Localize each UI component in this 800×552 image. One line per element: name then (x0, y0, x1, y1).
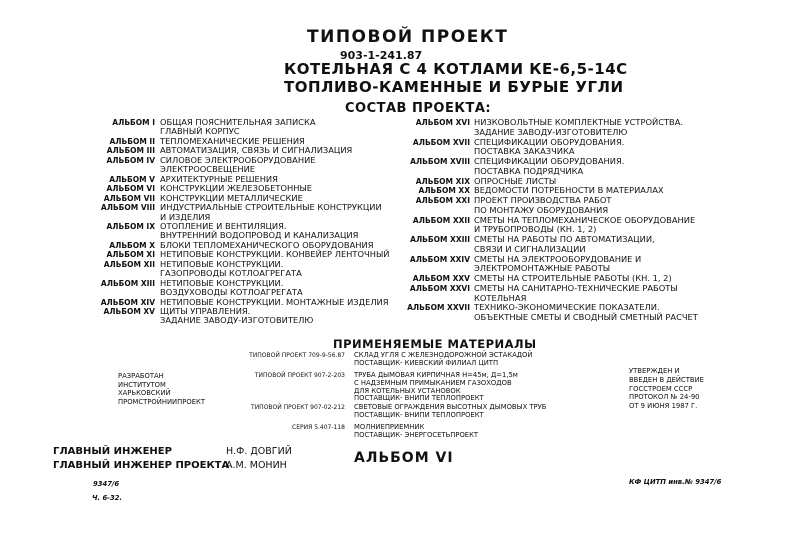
approval-line: УТВЕРЖДЕН И (629, 367, 680, 375)
fuel-title: ТОПЛИВО-КАМЕННЫЕ И БУРЫЕ УГЛИ (284, 78, 624, 96)
album-title: СМЕТЫ НА СТРОИТЕЛЬНЫЕ РАБОТЫ (КН. 1, 2) (474, 273, 672, 283)
signature-name: А.М. МОНИН (226, 460, 287, 471)
contents-heading: СОСТАВ ПРОЕКТА: (345, 101, 492, 116)
album-title: ГЛАВНЫЙ КОРПУС (160, 126, 240, 137)
material-line: СКЛАД УГЛЯ С ЖЕЛЕЗНОДОРОЖНОЙ ЭСТАКАДОЙ (354, 351, 533, 359)
doc-title: ТИПОВОЙ ПРОЕКТ (307, 27, 509, 47)
material-line: ПОСТАВЩИК- ЭНЕРГОСЕТЬПРОЕКТ (354, 430, 479, 439)
material-line: ПОСТАВЩИК- ВНИПИ ТЕПЛОПРОЕКТ (354, 394, 484, 403)
album-title: ВОЗДУХОВОДЫ КОТЛОАГРЕГАТА (160, 287, 303, 298)
material-line: С НАДЗЕМНЫМ ПРИМЫКАНИЕМ ГАЗОХОДОВ (354, 378, 512, 387)
sheet-count: Ч. 6-32. (92, 494, 123, 502)
material-line: ТРУБА ДЫМОВАЯ КИРПИЧНАЯ Н=45м, Д=1,5м (354, 371, 518, 379)
album-title: ИНДУСТРИАЛЬНЫЕ СТРОИТЕЛЬНЫЕ КОНСТРУКЦИИ (160, 202, 382, 213)
album-number: АЛЬБОМ VIII (100, 203, 155, 213)
album-title: СПЕЦИФИКАЦИИ ОБОРУДОВАНИЯ. (474, 136, 625, 147)
signature-name: Н.Ф. ДОВГИЙ (226, 446, 292, 457)
album-title: И ТРУБОПРОВОДЫ (КН. 1, 2) (474, 224, 597, 235)
developer-line: ХАРЬКОВСКИЙ (118, 389, 171, 398)
album-number: АЛЬБОМ XXII (412, 215, 470, 225)
album-number: АЛЬБОМ X (109, 240, 155, 250)
signature-role: ГЛАВНЫЙ ИНЖЕНЕР (53, 446, 172, 457)
album-title: ТЕПЛОМЕХАНИЧЕСКИЕ РЕШЕНИЯ (160, 135, 305, 146)
album-number: АЛЬБОМ XV (103, 307, 155, 316)
album-number: АЛЬБОМ IV (106, 155, 155, 165)
developer-line: ПРОМСТРОЙНИИПРОЕКТ (118, 397, 205, 406)
album-title: ЗАДАНИЕ ЗАВОДУ-ИЗГОТОВИТЕЛЮ (474, 126, 628, 137)
material-line: ПОСТАВЩИК- ВНИПИ ТЕПЛОПРОЕКТ (354, 410, 484, 419)
developer-line: ИНСТИТУТОМ (118, 380, 166, 389)
approval-line: ОТ 9 ИЮНЯ 1987 Г. (629, 402, 698, 411)
album-title: ОПРОСНЫЕ ЛИСТЫ (474, 175, 557, 186)
album-number: АЛЬБОМ XXV (412, 274, 470, 283)
developer-line: РАЗРАБОТАН (118, 372, 164, 380)
album-title: ПО МОНТАЖУ ОБОРУДОВАНИЯ (474, 204, 609, 215)
album-title: ПРОЕКТ ПРОИЗВОДСТВА РАБОТ (474, 195, 612, 205)
album-title: НЕТИПОВЫЕ КОНСТРУКЦИИ. МОНТАЖНЫЕ ИЗДЕЛИЯ (160, 296, 389, 307)
album-number: АЛЬБОМ XIII (100, 278, 155, 288)
material-line: ДЛЯ КОТЕЛЬНЫХ УСТАНОВОК (354, 386, 461, 395)
album-number: АЛЬБОМ XXVI (409, 283, 470, 293)
album-number: АЛЬБОМ XXI (415, 196, 470, 205)
album-number: АЛЬБОМ XI (106, 250, 155, 260)
album-title: ЭЛЕКТРОМОНТАЖНЫЕ РАБОТЫ (474, 263, 611, 274)
album-number: АЛЬБОМ XXIII (410, 235, 470, 244)
album-title: ЭЛЕКТРООСВЕЩЕНИЕ (160, 164, 256, 175)
signature-role: ГЛАВНЫЙ ИНЖЕНЕР ПРОЕКТА (53, 460, 230, 471)
album-title: НЕТИПОВЫЕ КОНСТРУКЦИИ. (160, 277, 284, 288)
album-number: АЛЬБОМ II (109, 136, 155, 146)
material-line: МОЛНИЕПРИЕМНИК (354, 423, 425, 431)
album-title: СМЕТЫ НА ЭЛЕКТРООБОРУДОВАНИЕ И (474, 253, 642, 264)
project-number: 903-1-241.87 (340, 49, 423, 62)
album-label: АЛЬБОМ VI (354, 450, 454, 466)
material-reference: СЕРИЯ 5.407-118 (292, 424, 345, 431)
album-title: СМЕТЫ НА ТЕПЛОМЕХАНИЧЕСКОЕ ОБОРУДОВАНИЕ (474, 214, 696, 225)
album-number: АЛЬБОМ V (109, 174, 155, 184)
album-title: ВНУТРЕННИЙ ВОДОПРОВОД И КАНАЛИЗАЦИЯ (160, 230, 359, 241)
album-number: АЛЬБОМ XVI (415, 118, 470, 127)
material-reference: ТИПОВОЙ ПРОЕКТ 907-2-203 (254, 372, 345, 379)
inventory-stamp: КФ ЦИТП инв.№ 9347/6 (629, 478, 722, 486)
album-title: ГАЗОПРОВОДЫ КОТЛОАГРЕГАТА (160, 268, 302, 279)
album-number: АЛЬБОМ XVII (412, 137, 470, 147)
inventory-number: 9347/6 (93, 480, 120, 488)
material-reference: ТИПОВОЙ ПРОЕКТ 709-9-56.87 (249, 352, 345, 359)
material-line: ПОСТАВЩИК- КИЕВСКИЙ ФИЛИАЛ ЦИТП (354, 358, 499, 367)
album-title: АРХИТЕКТУРНЫЕ РЕШЕНИЯ (160, 173, 278, 184)
album-title: СВЯЗИ И СИГНАЛИЗАЦИИ (474, 243, 586, 254)
approval-line: ПРОТОКОЛ № 24-90 (629, 393, 700, 402)
album-title: СМЕТЫ НА САНИТАРНО-ТЕХНИЧЕСКИЕ РАБОТЫ (474, 282, 678, 293)
album-title: ЩИТЫ УПРАВЛЕНИЯ. (160, 306, 251, 316)
album-title: ПОСТАВКА ЗАКАЗЧИКА (474, 146, 575, 157)
album-title: И ИЗДЕЛИЯ (160, 211, 211, 222)
album-title: ПОСТАВКА ПОДРЯДЧИКА (474, 165, 584, 176)
album-title: СПЕЦИФИКАЦИИ ОБОРУДОВАНИЯ. (474, 156, 625, 166)
album-title: АВТОМАТИЗАЦИЯ, СВЯЗЬ И СИГНАЛИЗАЦИЯ (160, 145, 353, 156)
album-title: БЛОКИ ТЕПЛОМЕХАНИЧЕСКОГО ОБОРУДОВАНИЯ (160, 239, 374, 250)
approval-line: ВВЕДЕН В ДЕЙСТВИЕ (629, 375, 704, 384)
album-title: НЕТИПОВЫЕ КОНСТРУКЦИИ. КОНВЕЙЕР ЛЕНТОЧНЫЙ (160, 249, 390, 260)
materials-heading: ПРИМЕНЯЕМЫЕ МАТЕРИАЛЫ (333, 337, 537, 351)
album-number: АЛЬБОМ III (106, 146, 155, 156)
album-number: АЛЬБОМ VII (103, 193, 155, 203)
album-title: КОНСТРУКЦИИ МЕТАЛЛИЧЕСКИЕ (160, 192, 303, 203)
album-title: ОБЪЕКТНЫЕ СМЕТЫ И СВОДНЫЙ СМЕТНЫЙ РАСЧЕТ (474, 312, 698, 322)
album-title: ОБЩАЯ ПОЯСНИТЕЛЬНАЯ ЗАПИСКА (160, 117, 316, 127)
album-number: АЛЬБОМ I (112, 118, 155, 127)
album-number: АЛЬБОМ VI (106, 184, 155, 194)
album-number: АЛЬБОМ XII (103, 259, 155, 269)
album-number: АЛЬБОМ IX (106, 221, 155, 231)
album-title: СИЛОВОЕ ЭЛЕКТРООБОРУДОВАНИЕ (160, 154, 316, 165)
album-number: АЛЬБОМ XX (418, 186, 470, 196)
material-line: СВЕТОВЫЕ ОГРАЖДЕНИЯ ВЫСОТНЫХ ДЫМОВЫХ ТРУБ (354, 403, 547, 411)
album-title: СМЕТЫ НА РАБОТЫ ПО АВТОМАТИЗАЦИИ, (474, 234, 655, 244)
album-title: ВЕДОМОСТИ ПОТРЕБНОСТИ В МАТЕРИАЛАХ (474, 185, 664, 196)
album-number: АЛЬБОМ XXIV (409, 254, 470, 264)
album-title: КОНСТРУКЦИИ ЖЕЛЕЗОБЕТОННЫЕ (160, 183, 313, 194)
album-number: АЛЬБОМ XIV (100, 297, 155, 307)
album-number: АЛЬБОМ XXVII (407, 303, 470, 313)
boiler-title: КОТЕЛЬНАЯ С 4 КОТЛАМИ КЕ-6,5-14С (284, 60, 628, 78)
album-title: ЗАДАНИЕ ЗАВОДУ-ИЗГОТОВИТЕЛЮ (160, 315, 314, 326)
album-title: ТЕХНИКО-ЭКОНОМИЧЕСКИЕ ПОКАЗАТЕЛИ. (474, 302, 660, 313)
album-title: КОТЕЛЬНАЯ (474, 292, 527, 303)
approval-line: ГОССТРОЕМ СССР (629, 384, 693, 393)
album-title: ОТОПЛЕНИЕ И ВЕНТИЛЯЦИЯ. (160, 220, 287, 231)
album-number: АЛЬБОМ XVIII (410, 157, 470, 166)
album-number: АЛЬБОМ XIX (415, 176, 470, 186)
album-title: НЕТИПОВЫЕ КОНСТРУКЦИИ. (160, 258, 284, 269)
material-reference: ТИПОВОЙ ПРОЕКТ 907-02-212 (251, 404, 345, 411)
album-title: НИЗКОВОЛЬТНЫЕ КОМПЛЕКТНЫЕ УСТРОЙСТВА. (474, 117, 684, 127)
